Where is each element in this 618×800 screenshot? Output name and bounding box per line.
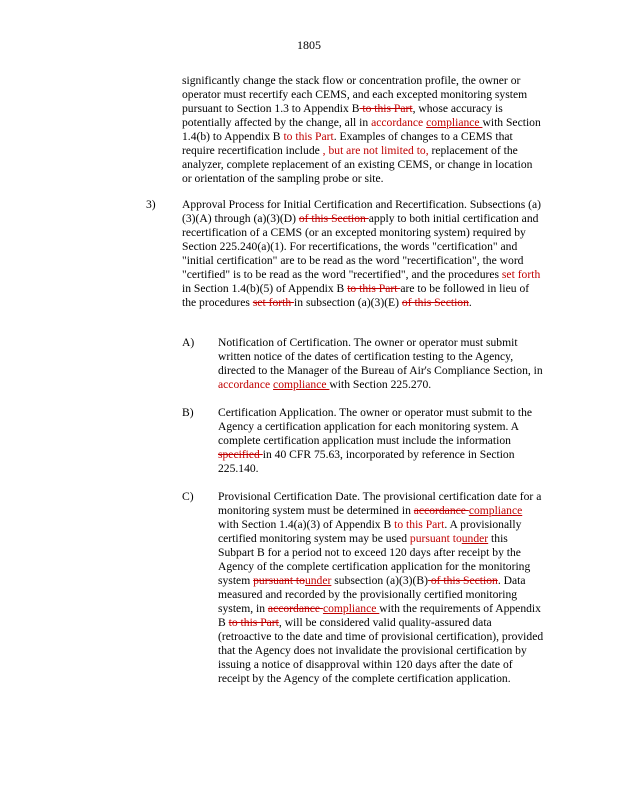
deleted-text: of this Section [401, 296, 469, 309]
body-text: this Subpart B for a period not to exceed 120 days after receipt by the Agency of the complete certification application for the monitoring system [218, 532, 531, 587]
body-text: are to be followed in lieu of the procedures [182, 282, 530, 309]
body-text: . Data measured and recorded by the provisionally certified monitoring system, in [218, 574, 526, 615]
inserted-text: to this Part [283, 130, 334, 143]
body-text: Certification Application. The owner or operator must submit to the Agency a certification application for each monitoring system. A complete certification application must include the information [218, 406, 533, 447]
deleted-text: to this Part [228, 616, 279, 629]
body-text: in 40 CFR 75.63, incorporated by reference in Section 225.140. [218, 448, 515, 475]
deleted-text: accordance [267, 602, 323, 615]
inserted-text: pursuant to [409, 532, 462, 545]
body-text: , whose accuracy is potentially affected by the change, all in [182, 102, 503, 129]
body-text: with the requirements of Appendix B [218, 602, 541, 629]
inserted-underlined-text: under [461, 532, 489, 545]
inserted-underlined-text: compliance [322, 602, 380, 615]
body-text: Provisional Certification Date. The provisional certification date for a monitoring system must be determined in [218, 490, 542, 517]
deleted-text: to this Part [347, 282, 401, 295]
subitem-a-letter: A) [182, 336, 195, 349]
body-text: , will be considered valid quality-assured data (retroactive to the date and time of provisional certification), provided that the Agency does not invalidate the provisional certification by issuing a notice of disapproval within 120 days after the date of receipt by the Agency of the complete certification application. [218, 616, 544, 685]
body-text: with Section 225.270. [329, 378, 432, 391]
inserted-underlined-text: compliance [426, 116, 483, 129]
deleted-text: set forth [252, 296, 295, 309]
inserted-text: set forth [501, 268, 541, 281]
body-text: with Section 1.4(a)(3) of Appendix B [218, 518, 395, 531]
body-text: . [468, 296, 472, 309]
deleted-text: specified [218, 448, 263, 461]
body-text: Approval Process for Initial Certification and Recertification. Subsections (a)(3)(A) through (a)(3)(D) [182, 198, 541, 225]
body-text: . Examples of changes to a CEMS that require recertification include [182, 130, 513, 157]
deleted-text: pursuant to [253, 574, 305, 587]
inserted-text: , but are not limited to, [322, 144, 429, 157]
item-3-number: 3) [146, 198, 156, 211]
body-text: . A provisionally certified monitoring system may be used [218, 518, 522, 545]
inserted-text: to this Part [394, 518, 445, 531]
inserted-text: accordance [371, 116, 424, 129]
inserted-underlined-text: under [304, 574, 332, 587]
body-text: replacement of the analyzer, complete replacement of an existing CEMS, or change in location or orientation of the sampling probe or site. [182, 144, 533, 185]
paragraph-notification-of-certification [218, 336, 544, 392]
deleted-text: to this Part [359, 102, 413, 115]
body-text: Notification of Certification. The owner or operator must submit written notice of the dates of certification testing to the Agency, directed to the Manager of the Bureau of Air's Compliance Section, in [218, 336, 543, 377]
paragraph-provisional-certification-date [218, 490, 544, 686]
paragraph-certification-application [218, 406, 544, 476]
body-text: apply to both initial certification and recertification of a CEMS (or an excepted monitoring system) required by Section 225.240(a)(1). For recertifications, the words "certification" and "initial certification" are to be read as the word "recertification", the word "certified" is to be read as the word "recertified", and the procedures [182, 212, 539, 281]
deleted-text: of this Section [427, 574, 498, 587]
inserted-underlined-text: compliance [273, 378, 330, 391]
subitem-c-letter: C) [182, 490, 194, 503]
body-text: subsection (a)(3)(B) [331, 574, 428, 587]
deleted-text: accordance [413, 504, 469, 517]
body-text: with Section 1.4(b) to Appendix B [182, 116, 541, 143]
body-text: in Section 1.4(b)(5) of Appendix B [182, 282, 348, 295]
inserted-underlined-text: compliance [468, 504, 523, 517]
paragraph-intro [182, 74, 544, 186]
subitem-b-letter: B) [182, 406, 194, 419]
deleted-text: of this Section [298, 212, 369, 225]
page-number: 1805 [297, 38, 321, 52]
body-text: in subsection (a)(3)(E) [294, 296, 402, 309]
body-text: significantly change the stack flow or concentration profile, the owner or operator must recertify each CEMS, and each excepted monitoring system pursuant to Section 1.3 to Appendix B [182, 74, 528, 115]
paragraph-approval-process [182, 198, 544, 310]
inserted-text: accordance [218, 378, 271, 391]
